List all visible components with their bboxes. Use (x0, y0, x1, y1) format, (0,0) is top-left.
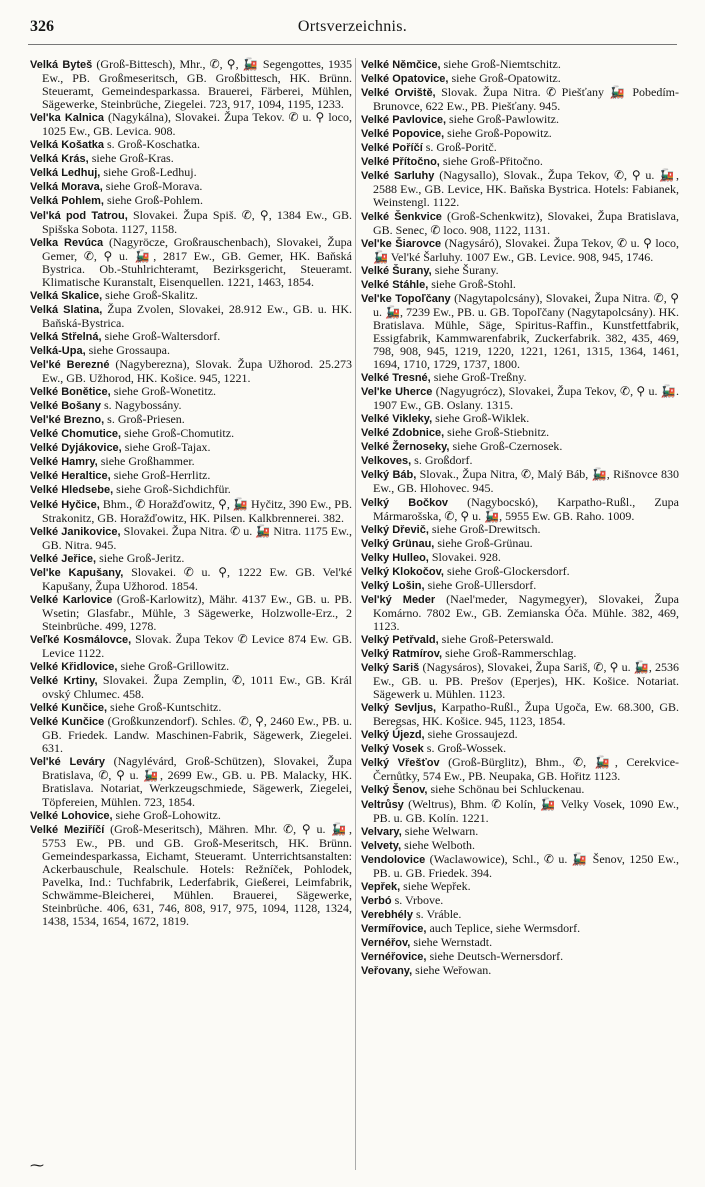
entry-headword: Verbó (361, 894, 392, 907)
gazetteer-entry (361, 440, 679, 454)
gazetteer-entry (361, 756, 679, 783)
page-header (30, 18, 675, 40)
entry-text: siehe Groß-Přitočno. (442, 154, 543, 169)
gazetteer-entry (361, 565, 679, 579)
entry-text: siehe Wepřek. (403, 878, 471, 893)
gazetteer-entry (30, 469, 352, 483)
entry-headword: Velké Dyjákovice, (30, 442, 122, 455)
gazetteer-entry (361, 496, 679, 523)
gazetteer-entry (30, 303, 352, 330)
entry-headword: Vel'ke Topoľčany (361, 292, 451, 305)
entry-headword: Vel'ke Šiarovce (361, 237, 442, 250)
entry-text: siehe Groß-Morava. (105, 179, 203, 194)
entry-text: s. Groß-Wossek. (426, 741, 507, 756)
gazetteer-entry (361, 454, 679, 468)
entry-headword: Velké Bonětice, (30, 386, 111, 399)
entry-text: siehe Groß-Tajax. (124, 440, 211, 455)
gazetteer-entry (361, 853, 679, 880)
entry-headword: Velké Karlovice (30, 593, 113, 606)
column-divider (355, 58, 356, 1170)
entry-text: siehe Deutsch-Wernersdorf. (429, 949, 564, 964)
entry-text: (Groß-Bürglitz), Bhm., ✆, 🚂, Cerekvice-Černůtky, 574 Ew., PB. Neupaka, GB. Hořitz 1123. (373, 755, 680, 784)
entry-headword: Vel'ke Kapušany, (30, 566, 124, 579)
gazetteer-entry (361, 537, 679, 551)
entry-headword: Velká-Upa, (30, 344, 86, 357)
entry-headword: Velkoves, (361, 455, 412, 468)
gazetteer-entry (30, 111, 352, 138)
gazetteer-entry (361, 113, 679, 127)
gazetteer-entry (30, 236, 352, 289)
gazetteer-entry (30, 138, 352, 152)
gazetteer-entry (30, 58, 352, 111)
entry-text: (Nagysáró), Slovakei. Župa Tekov, ✆ u. ⚲ loco, 🚂 Vel'ké Šarluhy. 1007 Ew., GB. Levice. 908, 945, 1746. (373, 235, 679, 264)
gazetteer-entry (30, 483, 352, 497)
gazetteer-entry (30, 413, 352, 427)
entry-text: siehe Großhammer. (100, 454, 195, 469)
gazetteer-entry (361, 950, 679, 964)
gazetteer-entry (30, 385, 352, 399)
entry-headword: Velká Morava, (30, 181, 103, 194)
entry-headword: Velký Újezd, (361, 729, 425, 742)
entry-headword: Velká Skalice, (30, 289, 103, 302)
entry-text: Slovakei. 928. (431, 549, 501, 564)
entry-text: Slovakei. ✆ u. ⚲, 1222 Ew. GB. Vel'ké Kapušany, Župa Užhorod. 1854. (42, 564, 353, 593)
gazetteer-entry (361, 798, 679, 825)
entry-headword: Velký Grünau, (361, 537, 435, 550)
gazetteer-entry (361, 412, 679, 426)
entry-headword: Velký Šenov, (361, 784, 428, 797)
gazetteer-entry (30, 289, 352, 303)
gazetteer-entry (30, 593, 352, 633)
entry-text: siehe Groß-Stiebnitz. (447, 425, 550, 440)
gazetteer-entry (361, 964, 679, 978)
entry-headword: Velké Hyčice, (30, 498, 100, 511)
entry-text: Župa Zvolen, Slovakei, 28.912 Ew., GB. u. HK. Baňská-Bystrica. (42, 301, 353, 330)
entry-headword: Velké Bošany (30, 400, 101, 413)
entry-text: (Nagyröcze, Großrauschenbach), Slovakei, Župa Gemer, ✆, ⚲ u. 🚂, 2817 Ew., GB. Gemer, HK. Baňská Bystrica. Ob.-Stuhlrichteramt, Bezirksgericht, Steueramt. Klimatische Kuranstalt, Eisenquellen. 1221, 1463, 1854. (42, 234, 352, 289)
gazetteer-entry (30, 498, 352, 525)
entry-headword: Velký Vřešťov (361, 757, 440, 770)
entry-headword: Velvety, (361, 839, 402, 852)
entry-headword: Velké Meziříčí (30, 823, 105, 836)
gazetteer-entry (361, 936, 679, 950)
entry-text: (Nagysallo), Slovak., Župa Tekov, ✆, ⚲ u. 🚂, 2588 Ew., GB. Levice, HK. Baňska Bystrica. Hotels: Fabianek, Weinstengl. 1122. (373, 168, 680, 210)
entry-text: siehe Weřowan. (415, 963, 492, 978)
entry-headword: Velky Hulleo, (361, 551, 429, 564)
entry-headword: Velký Sevljus, (361, 702, 437, 715)
gazetteer-entry (361, 468, 679, 495)
entry-text: Slovak., Župa Nitra, ✆, Malý Báb, 🚂, Rišnovce 830 Ew., GB. Hlohovec. 945. (373, 467, 679, 496)
gazetteer-entry (361, 141, 679, 155)
entry-text: siehe Groß-Herrlitz. (113, 468, 211, 483)
entry-headword: Vel'ka Kalnica (30, 112, 104, 125)
entry-text: siehe Groß-Czernosek. (452, 439, 563, 454)
entry-text: siehe Groß-Chomutitz. (124, 426, 235, 441)
entry-headword: Velký Bočkov (361, 496, 449, 509)
entry-text: siehe Grossaujezd. (427, 727, 518, 742)
gazetteer-entry (30, 552, 352, 566)
entry-headword: Velké Šenkvice (361, 210, 442, 223)
entry-headword: Velké Poříčí (361, 142, 423, 155)
entry-headword: Velký Lošin, (361, 579, 425, 592)
entry-headword: Velký Petřvald, (361, 633, 439, 646)
page-number: 326 (30, 18, 54, 35)
entry-text: siehe Welwarn. (404, 823, 479, 838)
entry-headword: Velké Šurany, (361, 264, 432, 277)
gazetteer-entry (30, 633, 352, 660)
entry-text: (Nagykálna), Slovakei. Župa Tekov. ✆ u. ⚲ loco, 1025 Ew., GB. Levica. 908. (42, 110, 352, 139)
right-column (361, 58, 679, 978)
gazetteer-entry (361, 647, 679, 661)
entry-headword: Velká Pohlem, (30, 195, 104, 208)
entry-headword: Velké Kunčice, (30, 702, 108, 715)
header-rule (28, 44, 677, 45)
entry-headword: Velké Pavlovice, (361, 114, 447, 127)
gazetteer-entry (361, 825, 679, 839)
entry-text: Slovak. Župa Tekov ✆ Levice 874 Ew. GB. Levice 1122. (42, 631, 352, 661)
entry-headword: Velké Stáhle, (361, 278, 429, 291)
entry-headword: Vel'ké Leváry (30, 756, 105, 769)
gazetteer-entry (30, 701, 352, 715)
entry-headword: Velký Klokočov, (361, 565, 444, 578)
entry-headword: Velký Sariš (361, 662, 420, 675)
gazetteer-entry (361, 908, 679, 922)
gazetteer-entry (30, 209, 352, 236)
entry-text: siehe Groß-Pawlowitz. (449, 112, 559, 127)
gazetteer-entry (30, 166, 352, 180)
entry-text: s. Großdorf. (414, 453, 473, 468)
gazetteer-entry (361, 264, 679, 278)
entry-text: Slovakei. Župa Spiš. ✆, ⚲, 1384 Ew., GB. Spišska Sobota. 1127, 1158. (42, 207, 353, 236)
left-column (30, 58, 352, 928)
entry-headword: Velké Přítočno, (361, 156, 440, 169)
entry-headword: Velká Košatka (30, 139, 104, 152)
gazetteer-entry (361, 633, 679, 647)
entry-text: siehe Groß-Drewitsch. (431, 521, 541, 536)
entry-headword: Veľké Kosmálovce, (30, 633, 132, 646)
gazetteer-entry (361, 579, 679, 593)
gazetteer-entry (30, 755, 352, 808)
entry-headword: Vel'ké Berezné (30, 359, 110, 372)
gazetteer-entry (361, 593, 679, 633)
gazetteer-entry (30, 152, 352, 166)
gazetteer-entry (361, 426, 679, 440)
entry-headword: Veltrůsy (361, 798, 404, 811)
gazetteer-entry (30, 674, 352, 701)
gazetteer-entry (361, 839, 679, 853)
entry-text: siehe Schönau bei Schluckenau. (430, 782, 585, 797)
gazetteer-entry (30, 715, 352, 755)
entry-text: siehe Welboth. (404, 837, 475, 852)
gazetteer-entry (361, 127, 679, 141)
entry-headword: Velká Střelná, (30, 330, 102, 343)
entry-text: siehe Groß-Kras. (91, 151, 174, 166)
gazetteer-entry (361, 278, 679, 292)
entry-text: siehe Groß-Stohl. (431, 276, 516, 291)
entry-headword: Vendolovice (361, 853, 426, 866)
gazetteer-entry (30, 525, 352, 552)
gazetteer-entry (30, 660, 352, 674)
entry-text: (Nagytapolcsány), Slovakei, Župa Nitra. ✆, ⚲ u. 🚂, 7239 Ew., PB. u. GB. Topoľčany (Nagytapolcsány). HK. Bratislava. Mühle, Säge, Spiritus-Raffin., Kunstfettfabrik, Essigfabrik, Kammwarenfabrik, Zuckerfabrik. 382, 435, 469, 798, 908, 945, 1219, 1220, 1221, 1261, 1315, 1364, 1461, 1694, 1710, 1729, 1737, 1800. (373, 290, 680, 372)
entry-headword: Velké Heraltice, (30, 470, 111, 483)
entry-text: (Nagyugrócz), Slovakei, Župa Tekov, ✆, ⚲ u. 🚂. 1907 Ew., GB. Oslany. 1315. (373, 384, 680, 413)
entry-text: siehe Groß-Niemtschitz. (443, 57, 561, 71)
entry-headword: Vel'ke Uherce (361, 386, 433, 399)
entry-text: siehe Groß-Grünau. (437, 535, 533, 550)
entry-headword: Velký Ratmírov, (361, 648, 443, 661)
gazetteer-entry (361, 523, 679, 537)
gazetteer-entry (361, 894, 679, 908)
entry-text: (Groß-Schenkwitz), Slovakei, Župa Bratislava, GB. Senec, ✆ loco. 908, 1122, 1131. (373, 208, 679, 237)
entry-text: siehe Grossaupa. (88, 342, 170, 357)
entry-headword: Velké Kunčice (30, 716, 105, 729)
gazetteer-entry (361, 385, 679, 412)
gazetteer-entry (30, 441, 352, 455)
gazetteer-entry (30, 358, 352, 385)
entry-text: siehe Groß-Pohlem. (106, 193, 203, 208)
entry-text: siehe Groß-Jeritz. (99, 550, 185, 565)
entry-text: Bhm., ✆ Horažďowitz, ⚲, 🚂 Hyčitz, 390 Ew., PB. Strakonitz, GB. Horažďowitz, HK. Pilsen. Kalkbrennerei. 382. (42, 496, 352, 525)
entry-headword: Velké Zdobnice, (361, 427, 445, 440)
entry-text: (Nael'meder, Nagymegyer), Slovakei, Župa Komárno. 7802 Ew., GB. Zemianska Óča. Mühle. 382, 469, 1123. (373, 591, 679, 633)
entry-headword: Velký Dřevič, (361, 523, 429, 536)
entry-headword: Velká Slatina, (30, 303, 103, 316)
entry-headword: Veřovany, (361, 965, 413, 978)
gazetteer-entry (30, 809, 352, 823)
entry-headword: Velké Hledsebe, (30, 484, 114, 497)
page-title: Ortsverzeichnis. (297, 18, 408, 35)
entry-text: (Nagysáros), Slovakei, Župa Sariš, ✆, ⚲ u. 🚂, 2536 Ew., GB. u. PB. Prešov (Eperjes), HK. Košice. Notariat. Sägewerk u. Mühlen. 1123. (373, 660, 680, 702)
entry-text: siehe Groß-Lohowitz. (115, 807, 221, 822)
entry-text: Slovakei. Župa Nitra. ✆ u. 🚂 Nitra. 1175 Ew., GB. Nitra. 945. (42, 523, 353, 552)
entry-headword: Velké Sarluhy (361, 170, 435, 183)
entry-text: (Groß-Bittesch), Mhr., ✆, ⚲, 🚂 Segengottes, 1935 Ew., PB. Großmeseritsch, GB. Großbittesch, HK. Brünn. Steueramt, Gemeindesparkassa. Brauerei, Färberei, Mühlen, Sägewerke, Steinbrüche, Ziegelei. 723, 917, 1094, 1195, 1233. (42, 57, 353, 112)
gazetteer-entry (30, 823, 352, 928)
gazetteer-entry (361, 701, 679, 728)
gazetteer-entry (30, 427, 352, 441)
entry-headword: Velká Ledhuj, (30, 167, 101, 180)
gazetteer-entry (361, 783, 679, 797)
gazetteer-entry (361, 880, 679, 894)
entry-headword: Velké Hamry, (30, 456, 98, 469)
entry-text: siehe Groß-Glockersdorf. (446, 563, 570, 578)
entry-text: siehe Wernstadt. (413, 935, 493, 949)
entry-headword: Velké Lohovice, (30, 809, 113, 822)
entry-text: (Nagybocskó), Karpatho-Rußl., Zupa Mármarošska, ✆, ⚲ u. 🚂, 5955 Ew. GB. Raho. 1009. (373, 494, 679, 523)
entry-text: siehe Groß-Ullersdorf. (427, 577, 537, 592)
entry-headword: Vernéřov, (361, 937, 411, 949)
entry-text: (Groß-Meseritsch), Mähren. Mhr. ✆, ⚲ u. 🚂, 5753 Ew., PB. und GB. Groß-Meseritsch, HK. Brünn. Gemeindesparkassa, Eichamt, Steueramt. Unterrichtsanstalten: Ackerbauschule, Realschule. Hotels: Režníček, Pohlodek, Pavelka, Ind.: Tuchfabrik, Lederfabrik, Gießerei, Leimfabrik, Schwämme-Bleicherei, Mühlen. Brauerei, Sägewerke, Steinbrüche. 406, 631, 746, 808, 917, 975, 1094, 1128, 1324, 1438, 1534, 1654, 1672, 1819. (42, 821, 352, 928)
entry-headword: Velké Orviště, (361, 87, 436, 100)
entry-text: siehe Groß-Peterswald. (441, 631, 554, 646)
gazetteer-entry (30, 399, 352, 413)
entry-text: siehe Groß-Grillowitz. (120, 659, 230, 674)
entry-text: s. Groß-Priesen. (107, 412, 185, 427)
entry-headword: Vermířovice, (361, 922, 427, 935)
entry-headword: Velké Chomutice, (30, 428, 122, 441)
entry-text: siehe Groß-Ledhuj. (103, 165, 197, 180)
gazetteer-entry (30, 180, 352, 194)
gazetteer-entry (30, 194, 352, 208)
entry-headword: Vel'ké Brezno, (30, 414, 105, 427)
entry-text: auch Teplice, siehe Wermsdorf. (429, 920, 581, 935)
entry-headword: Velký Báb, (361, 469, 417, 482)
gazetteer-entry (361, 661, 679, 701)
entry-text: Karpatho-Rußl., Župa Ugoča, Ew. 68.300, GB. Beregsas, HK. Košice. 945, 1123, 1854. (373, 700, 680, 729)
gazetteer-entry (361, 742, 679, 756)
entry-headword: Velké Němčice, (361, 59, 441, 71)
entry-text: (Waclawowice), Schl., ✆ u. 🚂 Šenov, 1250 Ew., PB. u. GB. Friedek. 394. (373, 851, 679, 880)
entry-text: s. Groß-Koschatka. (107, 137, 200, 152)
gazetteer-entry (30, 344, 352, 358)
entry-headword: Velké Křidlovice, (30, 661, 118, 674)
entry-headword: Vernéřovice, (361, 951, 427, 964)
gazetteer-entry (30, 330, 352, 344)
entry-text: siehe Groß-Opatowitz. (451, 71, 561, 86)
entry-text: siehe Groß-Rammerschlag. (445, 646, 577, 661)
gazetteer-entry (30, 455, 352, 469)
entry-text: Slovak. Župa Nitra. ✆ Piešťany 🚂 Pobedím-Brunovce, 622 Ew., PB. Piešťany. 945. (373, 85, 680, 114)
entry-headword: Velké Krtiny, (30, 675, 98, 688)
entry-headword: Velké Popovice, (361, 128, 445, 141)
gazetteer-entry (361, 728, 679, 742)
entry-text: siehe Groß-Wonetitz. (113, 384, 217, 399)
entry-headword: Verebhély (361, 908, 413, 921)
entry-text: siehe Groß-Wiklek. (435, 411, 530, 426)
entry-headword: Velké Vikleky, (361, 413, 433, 426)
entry-text: (Nagyberezna), Slovak. Župa Užhorod. 25.273 Ew., GB. Užhorod, HK. Košice. 945, 1221. (42, 357, 353, 386)
entry-headword: Velká Byteš (30, 59, 93, 71)
entry-text: (Weltrus), Bhm. ✆ Kolín, 🚂 Velky Vosek, 1090 Ew., PB. u. GB. Kolín. 1221. (373, 796, 679, 825)
entry-headword: Vel'ká pod Tatrou, (30, 209, 128, 222)
entry-text: Slovakei. Župa Zemplin, ✆, 1011 Ew., GB. Král ovský Chlumec. 458. (42, 673, 352, 702)
gazetteer-entry (361, 58, 679, 72)
footer-mark: ⁓ (30, 1159, 44, 1174)
gazetteer-entry (30, 566, 352, 593)
gazetteer-entry (361, 922, 679, 936)
entry-text: (Großkunzendorf). Schles. ✆, ⚲, 2460 Ew., PB. u. GB. Friedek. Landw. Maschinen-Fabrik, Sägewerk, Ziegelei. 631. (42, 714, 352, 756)
entry-text: siehe Groß-Kuntschitz. (110, 700, 222, 715)
entry-headword: Velké Tresné, (361, 372, 431, 385)
entry-text: siehe Groß-Skalitz. (105, 287, 198, 302)
entry-headword: Velká Krás, (30, 153, 89, 166)
entry-headword: Velké Janikovice, (30, 525, 121, 538)
gazetteer-entry (361, 371, 679, 385)
gazetteer-entry (361, 237, 679, 264)
gazetteer-entry (361, 551, 679, 565)
gazetteer-entry (361, 169, 679, 209)
entry-text: s. Nagybossány. (103, 398, 182, 413)
entry-text: (Groß-Karlowitz), Mähr. 4137 Ew., GB. u. PB. Wsetin; Glasfabr., Mühle, 3 Sägewerke, Holzwolle-Erz., 2 Steinbrüche. 499, 1278. (42, 591, 352, 633)
entry-headword: Velké Opatovice, (361, 73, 449, 86)
entry-text: siehe Groß-Sichdichfür. (116, 482, 231, 497)
gazetteer-entry (361, 86, 679, 113)
entry-text: siehe Groß-Popowitz. (447, 126, 552, 141)
entry-headword: Velka Revúca (30, 236, 104, 249)
entry-text: siehe Groß-Treßny. (433, 370, 527, 385)
entry-text: s. Vrbove. (394, 892, 444, 907)
entry-text: siehe Šurany. (434, 262, 499, 277)
entry-text: (Nagylévárd, Groß-Schützen), Slovakei, Župa Bratislava, ✆, ⚲ u. 🚂, 2699 Ew., GB. u. PB. Malacky, HK. Bratislava. Notariat, Werkzeugschmiede, Sägewerk, Ziegelei, Töpfereien, Mühlen. 723, 1854. (42, 754, 352, 809)
entry-headword: Vel'ký Meder (361, 593, 436, 606)
gazetteer-entry (361, 155, 679, 169)
gazetteer-entry (361, 210, 679, 237)
gazetteer-entry (361, 292, 679, 371)
entry-headword: Vepřek, (361, 880, 401, 893)
entry-headword: Velké Jeřice, (30, 552, 97, 565)
entry-headword: Velký Vosek (361, 743, 424, 756)
entry-headword: Velvary, (361, 825, 402, 838)
entry-text: siehe Groß-Waltersdorf. (104, 328, 221, 343)
entry-text: s. Groß-Poritč. (425, 140, 497, 155)
gazetteer-entry (361, 72, 679, 86)
entry-headword: Velké Žernoseky, (361, 441, 450, 454)
entry-text: s. Vráble. (415, 906, 462, 921)
